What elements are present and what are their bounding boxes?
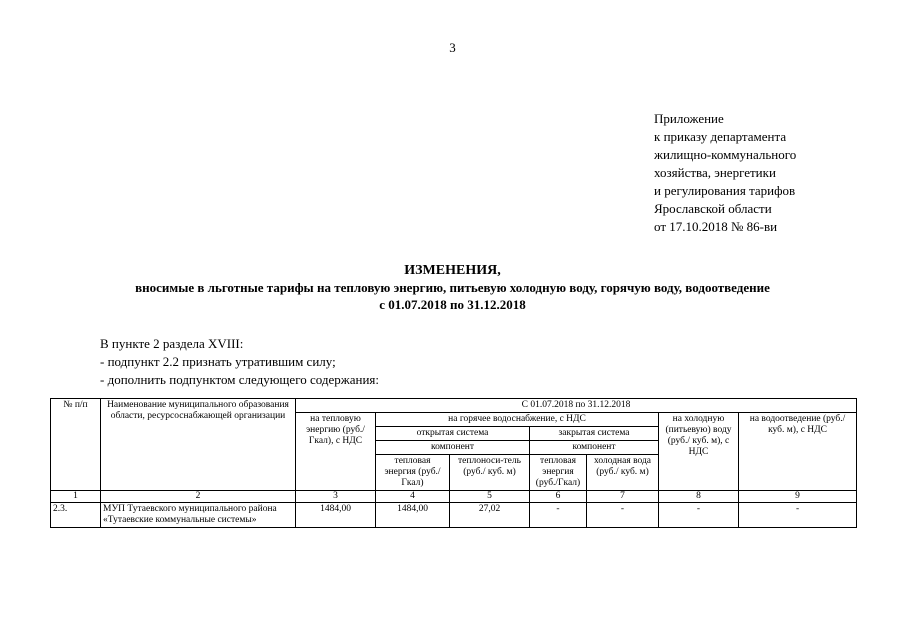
header-cell-name: Наименование муниципального образования области, ресурсоснабжающей организации: [101, 399, 296, 491]
header-cell-period: С 01.07.2018 по 31.12.2018: [296, 399, 857, 413]
header-cell-open-system: открытая система: [376, 427, 530, 441]
column-number-cell: 6: [530, 491, 587, 503]
row-heat-cell: 1484,00: [296, 503, 376, 528]
column-number-cell: 2: [101, 491, 296, 503]
annex-line: жилищно-коммунального: [654, 147, 797, 162]
row-closed-cold-cell: -: [587, 503, 659, 528]
column-number-cell: 9: [739, 491, 857, 503]
header-cell-heat: на тепловую энергию (руб./Гкал), с НДС: [296, 413, 376, 491]
header-cell-closed-system: закрытая система: [530, 427, 659, 441]
annex-line: хозяйства, энергетики: [654, 165, 776, 180]
row-number-cell: 2.3.: [51, 503, 101, 528]
title-period: с 01.07.2018 по 31.12.2018: [379, 297, 526, 312]
header-cell-cold-water: на холодную (питьевую) воду (руб./ куб. м), с НДС: [659, 413, 739, 491]
annex-line: и регулирования тарифов: [654, 183, 796, 198]
column-number-cell: 4: [376, 491, 450, 503]
page-number: 3: [449, 40, 456, 55]
column-number-cell: 7: [587, 491, 659, 503]
header-cell-closed-heat-energy: тепловая энергия (руб./Гкал): [530, 455, 587, 491]
row-name-cell: МУП Тутаевского муниципального района «Тутаевские коммунальные системы»: [101, 503, 296, 528]
header-cell-component-closed: компонент: [530, 441, 659, 455]
header-cell-heat-carrier: теплоноси-тель (руб./ куб. м): [450, 455, 530, 491]
annex-line: Приложение: [654, 111, 724, 126]
header-cell-number: № п/п: [51, 399, 101, 491]
annex-block: [654, 110, 796, 236]
header-cell-cold-water-component: холодная вода (руб./ куб. м): [587, 455, 659, 491]
row-sewage-cell: -: [739, 503, 857, 528]
tariffs-table: [50, 398, 857, 528]
header-cell-open-heat-energy: тепловая энергия (руб./Гкал): [376, 455, 450, 491]
table-row: [51, 503, 857, 528]
intro-line: - подпункт 2.2 признать утратившим силу;: [100, 354, 336, 369]
annex-line: от 17.10.2018 № 86-ви: [654, 219, 778, 234]
intro-line: В пункте 2 раздела XVIII:: [100, 336, 244, 351]
column-number-cell: 3: [296, 491, 376, 503]
row-open-carrier-cell: 27,02: [450, 503, 530, 528]
document-title: [0, 262, 905, 313]
header-cell-component-open: компонент: [376, 441, 530, 455]
row-open-heat-cell: 1484,00: [376, 503, 450, 528]
title-heading: ИЗМЕНЕНИЯ,: [404, 263, 501, 278]
header-cell-sewage: на водоотведение (руб./ куб. м), с НДС: [739, 413, 857, 491]
row-closed-heat-cell: -: [530, 503, 587, 528]
annex-line: Ярославской области: [654, 201, 772, 216]
column-number-cell: 5: [450, 491, 530, 503]
intro-line: - дополнить подпунктом следующего содержания:: [100, 372, 379, 387]
column-number-cell: 1: [51, 491, 101, 503]
header-cell-hot-water: на горячее водоснабжение, с НДС: [376, 413, 659, 427]
title-subject: вносимые в льготные тарифы на тепловую энергию, питьевую холодную воду, горячую воду, водоотведение: [135, 280, 770, 295]
column-number-cell: 8: [659, 491, 739, 503]
intro-text: [100, 335, 379, 389]
annex-line: к приказу департамента: [654, 129, 787, 144]
row-cold-water-cell: -: [659, 503, 739, 528]
